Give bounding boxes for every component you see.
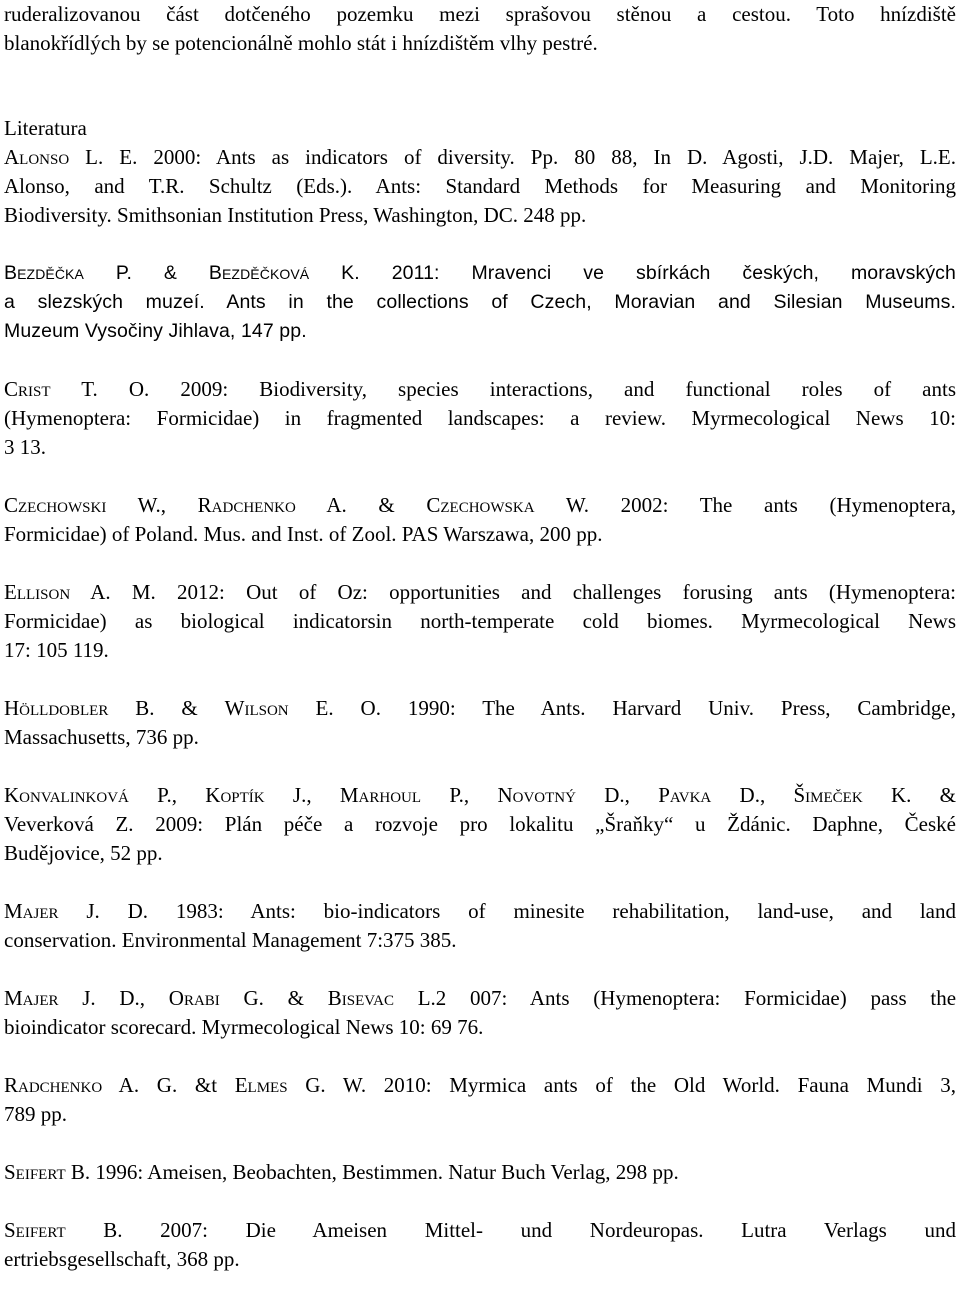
reference-radchenko: Radchenko A. G. &t Elmes G. W. 2010: Myrmica ants of the Old World. Fauna Mundi 3, 789 pp. [4,1073,956,1126]
reference-ellison: Ellison A. M. 2012: Out of Oz: opportunities and challenges forusing ants (Hymenoptera: Formicidae) as biological indicatorsin north-temperate cold biomes. Myrmecological News 17: 105 119. [4,580,956,662]
reference-seifert-1996: Seifert B. 1996: Ameisen, Beobachten, Bestimmen. Natur Buch Verlag, 298 pp. [4,1160,679,1184]
intro-line-2: blanokřídlých by se potencionálně mohlo stát i hnízdištěm vlhy pestré. [4,31,598,55]
intro-line-1: ruderalizovanou část dotčeného pozemku mezi sprašovou stěnou a cestou. Toto hnízdiště [4,2,956,26]
reference-seifert-2007: Seifert B. 2007: Die Ameisen Mittel- und Nordeuropas. Lutra Verlags und ertriebsgesellschaft, 368 pp. [4,1218,956,1271]
document-page [4,0,956,1303]
reference-konvalinkova: Konvalinková P., Koptík J., Marhoul P., Novotný D., Pavka D., Šimeček K. & Veverková Z. 2009: Plán péče a rozvoje pro lokalitu „Šraňky“ u Ždánic. Daphne, České Budějovice, 52 pp. [4,783,956,865]
reference-majer-2007: Majer J. D., Orabi G. & Bisevac L.2 007: Ants (Hymenoptera: Formicidae) pass the bioindicator scorecard. Myrmecological News 10: 69 76. [4,986,957,1039]
reference-crist: Crist T. O. 2009: Biodiversity, species interactions, and functional roles of ants (Hymenoptera: Formicidae) in fragmented landscapes: a review. Myrmecological News 10: 3 13. [4,377,956,459]
section-heading: Literatura [4,116,87,140]
reference-majer-1983: Majer J. D. 1983: Ants: bio-indicators of minesite rehabilitation, land-use, and land conservation. Environmental Management 7:375 385. [4,899,956,952]
intro-paragraph [4,0,956,58]
reference-bezdecka: Bezděčka P. & Bezděčková K. 2011: Mravenci ve sbírkách českých, moravských a slezských muzeí. Ants in the collections of Czech, Moravian and Silesian Museums. Muzeum Vysočiny Jihlava, 147 pp. [4,262,956,342]
reference-czechowski: Czechowski W., Radchenko A. & Czechowska W. 2002: The ants (Hymenoptera, Formicidae) of Poland. Mus. and Inst. of Zool. PAS Warszawa, 200 pp. [4,493,957,546]
reference-holldobler: Hölldobler B. & Wilson E. O. 1990: The Ants. Harvard Univ. Press, Cambridge, Massachusetts, 736 pp. [4,696,956,749]
reference-alonso: Alonso L. E. 2000: Ants as indicators of diversity. Pp. 80 88, In D. Agosti, J.D. Majer, L.E. Alonso, and T.R. Schultz (Eds.). Ants: Standard Methods for Measuring and Monitoring Biodiversity. Smithsonian Institution Press, Washington, DC. 248 pp. [4,145,956,227]
